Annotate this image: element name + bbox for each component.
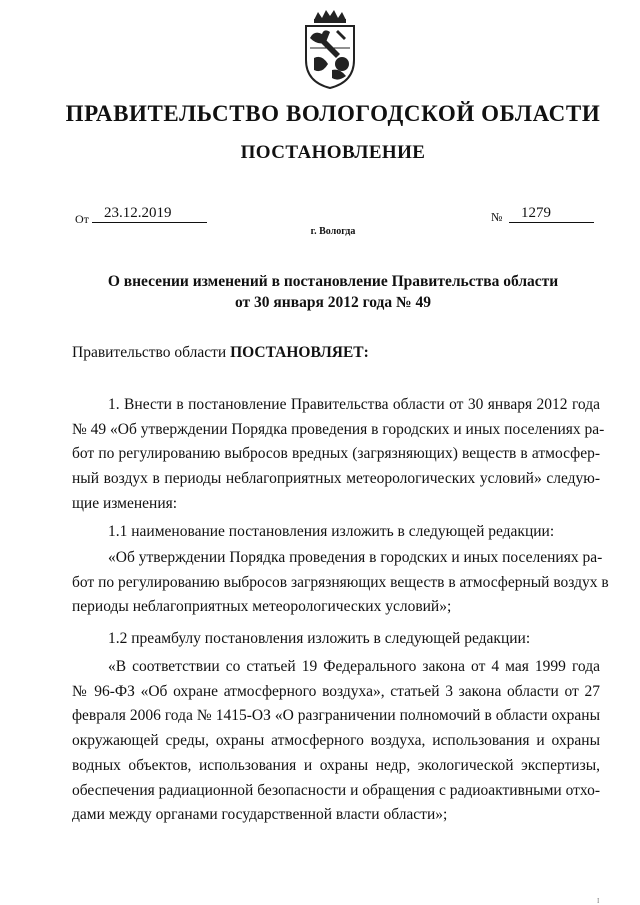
- paragraph-line: «Об утверждении Порядка проведения в городских и иных поселениях ра-: [108, 549, 603, 566]
- subject-line-1: О внесении изменений в постановление Правительства области: [107, 273, 559, 290]
- paragraph-line: дами между органами государственной власти области»;: [72, 806, 448, 824]
- paragraph-1-2: [72, 627, 600, 652]
- paragraph-line: № 96-ФЗ «Об охране атмосферного воздуха», статьей 3 закона области от 27: [72, 682, 600, 700]
- paragraph-line: периоды неблагоприятных метеорологических условий»;: [72, 598, 452, 616]
- page-mark: I: [597, 897, 600, 905]
- paragraph-line: окружающей среды, охраны атмосферного воздуха, использования и охраны: [72, 732, 600, 750]
- coat-of-arms-icon: [300, 8, 360, 90]
- document-subject: [40, 271, 626, 313]
- paragraph-1-1: [72, 520, 600, 545]
- paragraph-line: «В соответствии со статьей 19 Федерального закона от 4 мая 1999 года: [108, 658, 600, 675]
- intro-paragraph: [72, 341, 600, 366]
- intro-prefix: Правительство области: [72, 344, 231, 361]
- paragraph-line: февраля 2006 года № 1415-ОЗ «О разграничении полномочий в области охраны: [72, 707, 600, 725]
- paragraph-1: [72, 393, 605, 517]
- subject-line-2: от 30 января 2012 года № 49: [235, 294, 431, 311]
- paragraph-line: ный воздух в периоды неблагоприятных метеорологических условий» следую-: [72, 470, 600, 488]
- number-label: №: [491, 210, 503, 224]
- paragraph-line: 1. Внести в постановление Правительства области от 30 января 2012 года: [108, 396, 600, 413]
- city-label: г. Вологда: [310, 226, 356, 237]
- paragraph-line: бот по регулированию выбросов вредных (загрязняющих) веществ в атмосфер-: [72, 445, 600, 463]
- paragraph-line: щие изменения:: [72, 494, 178, 512]
- intro-emphasis: ПОСТАНОВЛЯЕТ:: [230, 344, 369, 361]
- paragraph-1-1-text: [72, 546, 609, 620]
- paragraph-line: 1.1 наименование постановления изложить в следующей редакции:: [108, 523, 555, 540]
- paragraph-line: 1.2 преамбулу постановления изложить в следующей редакции:: [108, 630, 531, 647]
- date-label: От: [75, 212, 89, 226]
- paragraph-line: водных объектов, использования и охраны недр, экологической экспертизы,: [72, 756, 600, 774]
- paragraph-1-2-text: [72, 655, 600, 828]
- date-value: 23.12.2019: [92, 204, 207, 223]
- paragraph-line: обеспечения радиационной безопасности и обращения с радиоактивными отхо-: [72, 781, 600, 799]
- document-type: ПОСТАНОВЛЕНИЕ: [240, 142, 426, 163]
- organization-title: ПРАВИТЕЛЬСТВО ВОЛОГОДСКОЙ ОБЛАСТИ: [65, 101, 601, 126]
- paragraph-line: № 49 «Об утверждении Порядка проведения в городских и иных поселениях ра-: [72, 420, 605, 438]
- paragraph-line: бот по регулированию выбросов загрязняющих веществ в атмосферный воздух в: [72, 573, 609, 591]
- number-value: 1279: [509, 204, 594, 223]
